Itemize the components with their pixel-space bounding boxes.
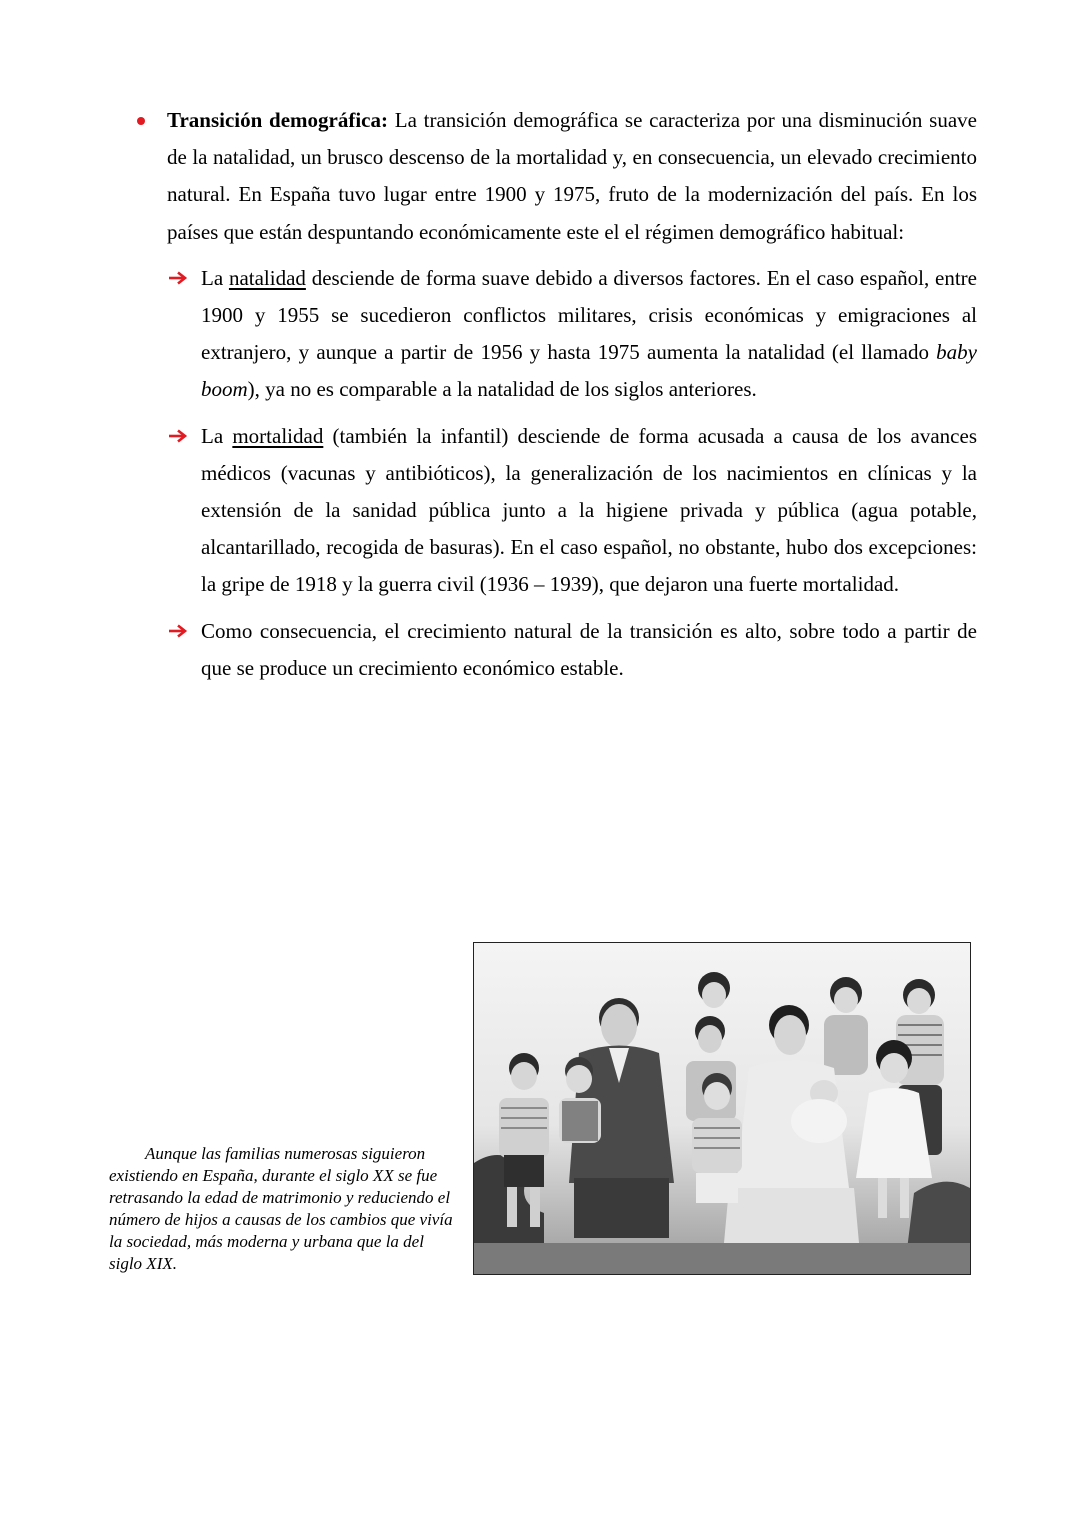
section-title: Transición demográfica: [167, 108, 388, 132]
red-dot-bullet-icon [137, 117, 145, 125]
transition-section [131, 102, 977, 687]
mortalidad-term: mortalidad [232, 423, 324, 448]
caption-text: Aunque las familias numerosas siguieron existiendo en España, durante el siglo XX se fue retrasando la edad de matrimonio y reduciendo el número de hijos a causas de los cambios que vivía la sociedad, más moderna y urbana que la del siglo XIX. [109, 1144, 453, 1273]
mortalidad-text: (también la infantil) desciende de forma acusada a causa de los avances médicos (vacunas y antibióticos), la generalización de los nacimientos en clínicas y la extensión de la sanidad pública junto a la higiene privada y pública (agua potable, alcantarillado, recogida de basuras). En el caso español, no obstante, hubo dos excepciones: la gripe de 1918 y la guerra civil (1936 – 1939), que dejaron una fuerte mortalidad. [201, 423, 977, 597]
mortalidad-paragraph [201, 418, 977, 604]
photo-caption [109, 1143, 454, 1275]
mortalidad-lead: La [201, 423, 233, 448]
natalidad-lead: La [201, 265, 229, 290]
natalidad-text: desciende de forma suave debido a diversos factores. En el caso español, entre 1900 y 1955 se sucedieron conflictos militares, crisis económicas y emigraciones al extranjero, y aunque a partir de 1956 y hasta 1975 aumenta la natalidad (el llamado [201, 265, 977, 365]
right-arrow-icon [168, 624, 188, 638]
family-photo [473, 942, 971, 1275]
intro-paragraph [167, 102, 977, 251]
natalidad-paragraph [201, 260, 977, 409]
right-arrow-icon [168, 271, 188, 285]
baby-boom-term: baby boom [201, 340, 977, 402]
crecimiento-paragraph: Como consecuencia, el crecimiento natural de la transición es alto, sobre todo a partir de que se produce un crecimiento económico estable. [201, 618, 977, 680]
list-item-mortalidad [131, 418, 977, 604]
list-item-crecimiento [131, 613, 977, 687]
family-photo-image [474, 943, 970, 1274]
intro-text: La transición demográfica se caracteriza por una disminución suave de la natalidad, un brusco descenso de la mortalidad y, en consecuencia, un elevado crecimiento natural. En España tuvo lugar entre 1900 y 1975, fruto de la modernización del país. En los países que están despuntando económicamente este el el régimen demográfico habitual: [167, 108, 977, 244]
list-item-natalidad [131, 260, 977, 409]
natalidad-tail: ), ya no es comparable a la natalidad de los siglos anteriores. [247, 377, 757, 402]
bullet-paragraph [131, 102, 977, 251]
natalidad-term: natalidad [228, 265, 306, 290]
right-arrow-icon [168, 429, 188, 443]
